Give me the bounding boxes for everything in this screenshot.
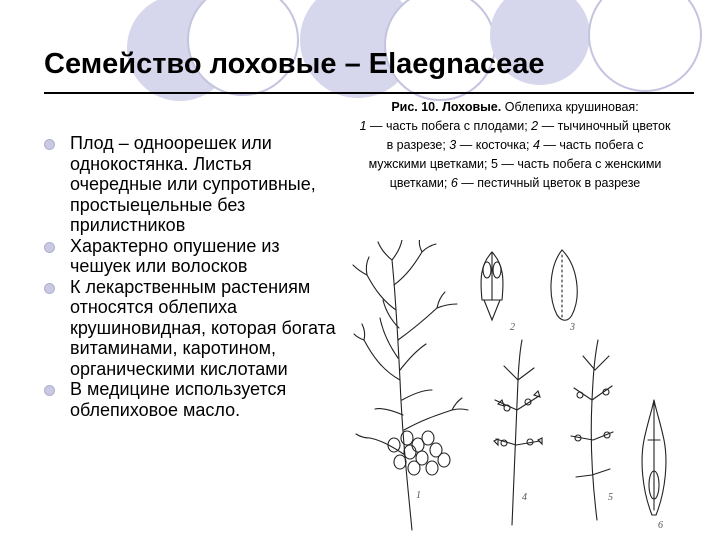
caption-label: Рис. 10. Лоховые. [391, 100, 502, 114]
caption-text: — косточка; [459, 138, 533, 152]
bullet-item [44, 379, 344, 420]
figure-caption [356, 98, 674, 193]
bullet-icon [44, 242, 55, 253]
caption-num: 3 [449, 138, 457, 152]
pistillate-flower-drawing [642, 400, 666, 515]
caption-title: Облепиха крушиновая: [504, 100, 639, 114]
fruit-shoot-drawing [353, 240, 468, 530]
bullet-icon [44, 139, 55, 150]
figure-numbers [416, 322, 663, 531]
bullet-item [44, 133, 344, 236]
caption-text: — часть побега с мужскими цветками; 5 — часть побега с женскими цветками; [368, 138, 662, 190]
figure-number: 2 [510, 322, 515, 333]
botanical-illustration [352, 240, 682, 535]
bullet-item [44, 236, 344, 277]
figure-number: 4 [522, 492, 527, 503]
bullet-text: Плод – одноорешек или однокостянка. Листья очередные или супротивные, простыецельные без прилистников [70, 133, 316, 235]
male-shoot-drawing [494, 340, 542, 525]
bullet-icon [44, 385, 55, 396]
caption-text: — пестичный цветок в разрезе [461, 176, 641, 190]
staminate-flower-drawing [481, 252, 503, 320]
stone-drawing [551, 250, 577, 320]
bullet-icon [44, 283, 55, 294]
caption-text: — часть побега с плодами; [370, 119, 532, 133]
caption-num: 4 [532, 138, 540, 152]
caption-num: 6 [450, 176, 458, 190]
bullet-item [44, 277, 344, 380]
caption-num: 1 [359, 119, 367, 133]
bullet-list [44, 133, 344, 420]
bullet-text: Характерно опушение из чешуек или волосков [70, 235, 280, 276]
figure-number: 3 [570, 322, 575, 333]
bullet-text: В медицине используется облепиховое масло. [70, 379, 287, 420]
female-shoot-drawing [571, 340, 613, 520]
caption-num: 2 [531, 119, 539, 133]
figure-number: 5 [608, 492, 613, 503]
slide-title: Семейство лоховые – Elaegnaceae [44, 48, 545, 80]
figure-number: 1 [416, 490, 421, 501]
bullet-text: К лекарственным растениям относятся облепиха крушиновидная, которая богата витаминами, каротином, органическими кислотами [70, 276, 336, 379]
berries [388, 431, 450, 475]
figure-number: 6 [658, 520, 663, 531]
caption-text: — тычиночный цветок в разрезе; [386, 119, 671, 152]
title-divider [44, 92, 694, 94]
